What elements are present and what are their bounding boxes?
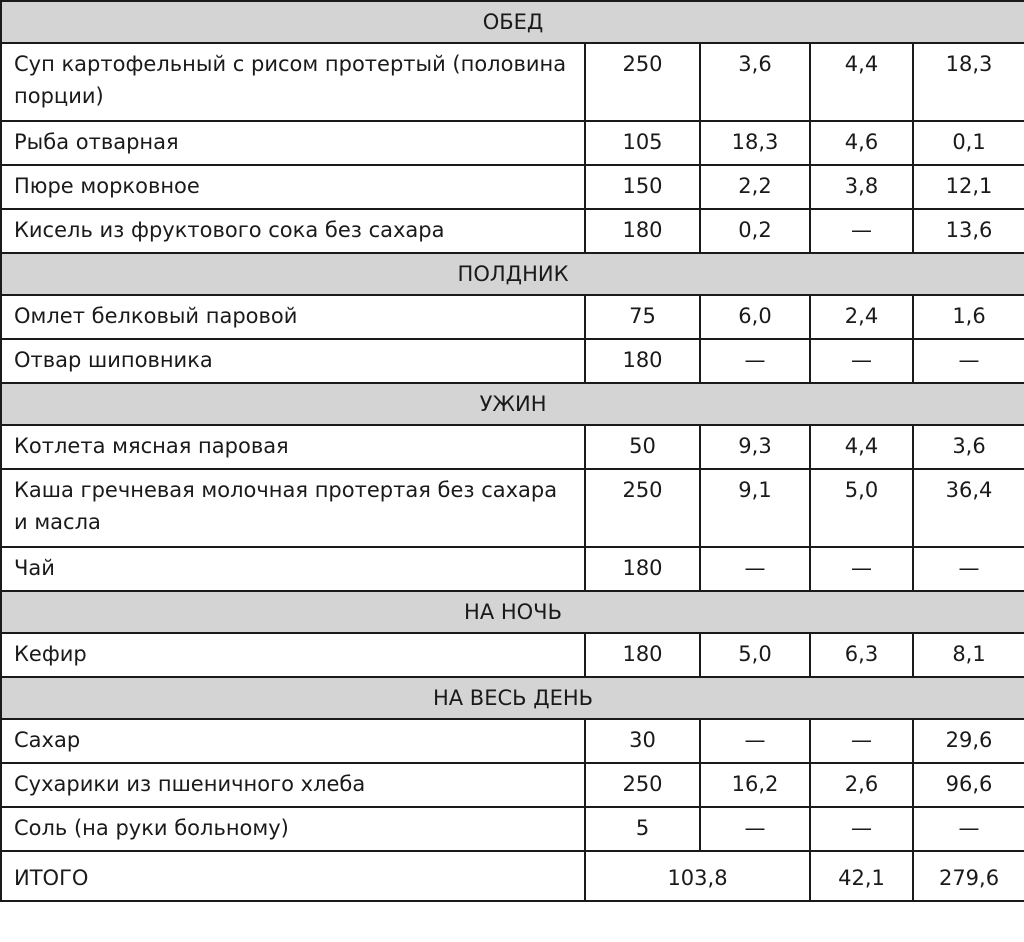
table-row (1, 547, 1024, 591)
weight-cell: 180 (585, 209, 700, 253)
section-title: УЖИН (1, 383, 1024, 425)
section-header-row (1, 253, 1024, 295)
fat-cell: 3,8 (810, 165, 913, 209)
protein-cell: 18,3 (700, 121, 810, 165)
protein-cell: — (700, 807, 810, 851)
dish-name: Суп картофельный с рисом протертый (половина порции) (1, 43, 585, 121)
total-row (1, 851, 1024, 901)
table-row (1, 469, 1024, 547)
protein-cell: 6,0 (700, 295, 810, 339)
table-row (1, 339, 1024, 383)
table-row (1, 763, 1024, 807)
dish-name: Пюре морковное (1, 165, 585, 209)
dish-name: Отвар шиповника (1, 339, 585, 383)
protein-cell: 16,2 (700, 763, 810, 807)
table-row (1, 295, 1024, 339)
weight-cell: 30 (585, 719, 700, 763)
total-carbs: 279,6 (913, 851, 1024, 901)
carbs-cell: 36,4 (913, 469, 1024, 547)
protein-cell: — (700, 719, 810, 763)
menu-body (1, 1, 1024, 851)
dish-name: Кисель из фруктового сока без сахара (1, 209, 585, 253)
weight-cell: 75 (585, 295, 700, 339)
carbs-cell: 12,1 (913, 165, 1024, 209)
section-title: НА НОЧЬ (1, 591, 1024, 633)
dish-name: Сухарики из пшеничного хлеба (1, 763, 585, 807)
section-header-row (1, 1, 1024, 43)
total-label: ИТОГО (1, 851, 585, 901)
fat-cell: — (810, 807, 913, 851)
protein-cell: — (700, 547, 810, 591)
carbs-cell: — (913, 807, 1024, 851)
protein-cell: 5,0 (700, 633, 810, 677)
fat-cell: 4,4 (810, 43, 913, 121)
carbs-cell: 18,3 (913, 43, 1024, 121)
total-protein: 103,8 (585, 851, 810, 901)
total-body (1, 851, 1024, 901)
table-row (1, 165, 1024, 209)
dish-name: Котлета мясная паровая (1, 425, 585, 469)
weight-cell: 105 (585, 121, 700, 165)
fat-cell: — (810, 719, 913, 763)
dish-name: Рыба отварная (1, 121, 585, 165)
section-title: ПОЛДНИК (1, 253, 1024, 295)
section-title: НА ВЕСЬ ДЕНЬ (1, 677, 1024, 719)
section-title: ОБЕД (1, 1, 1024, 43)
carbs-cell: — (913, 339, 1024, 383)
weight-cell: 50 (585, 425, 700, 469)
weight-cell: 250 (585, 763, 700, 807)
section-header-row (1, 591, 1024, 633)
weight-cell: 150 (585, 165, 700, 209)
protein-cell: — (700, 339, 810, 383)
weight-cell: 180 (585, 547, 700, 591)
total-fat: 42,1 (810, 851, 913, 901)
carbs-cell: 29,6 (913, 719, 1024, 763)
fat-cell: 5,0 (810, 469, 913, 547)
carbs-cell: 3,6 (913, 425, 1024, 469)
fat-cell: 2,4 (810, 295, 913, 339)
weight-cell: 250 (585, 43, 700, 121)
weight-cell: 180 (585, 633, 700, 677)
table-row (1, 121, 1024, 165)
dish-name: Каша гречневая молочная протертая без сахара и масла (1, 469, 585, 547)
carbs-cell: 0,1 (913, 121, 1024, 165)
carbs-cell: — (913, 547, 1024, 591)
weight-cell: 180 (585, 339, 700, 383)
dish-name: Кефир (1, 633, 585, 677)
protein-cell: 2,2 (700, 165, 810, 209)
weight-cell: 5 (585, 807, 700, 851)
fat-cell: 4,4 (810, 425, 913, 469)
dish-name: Омлет белковый паровой (1, 295, 585, 339)
weight-cell: 250 (585, 469, 700, 547)
carbs-cell: 96,6 (913, 763, 1024, 807)
table-row (1, 633, 1024, 677)
carbs-cell: 8,1 (913, 633, 1024, 677)
fat-cell: — (810, 547, 913, 591)
protein-cell: 3,6 (700, 43, 810, 121)
table-row (1, 209, 1024, 253)
dish-name: Сахар (1, 719, 585, 763)
carbs-cell: 13,6 (913, 209, 1024, 253)
fat-cell: 6,3 (810, 633, 913, 677)
table-row (1, 43, 1024, 121)
fat-cell: — (810, 339, 913, 383)
table-row (1, 807, 1024, 851)
protein-cell: 0,2 (700, 209, 810, 253)
fat-cell: — (810, 209, 913, 253)
protein-cell: 9,1 (700, 469, 810, 547)
table-row (1, 719, 1024, 763)
section-header-row (1, 677, 1024, 719)
fat-cell: 4,6 (810, 121, 913, 165)
section-header-row (1, 383, 1024, 425)
dish-name: Чай (1, 547, 585, 591)
table-row (1, 425, 1024, 469)
fat-cell: 2,6 (810, 763, 913, 807)
carbs-cell: 1,6 (913, 295, 1024, 339)
dish-name: Соль (на руки больному) (1, 807, 585, 851)
protein-cell: 9,3 (700, 425, 810, 469)
